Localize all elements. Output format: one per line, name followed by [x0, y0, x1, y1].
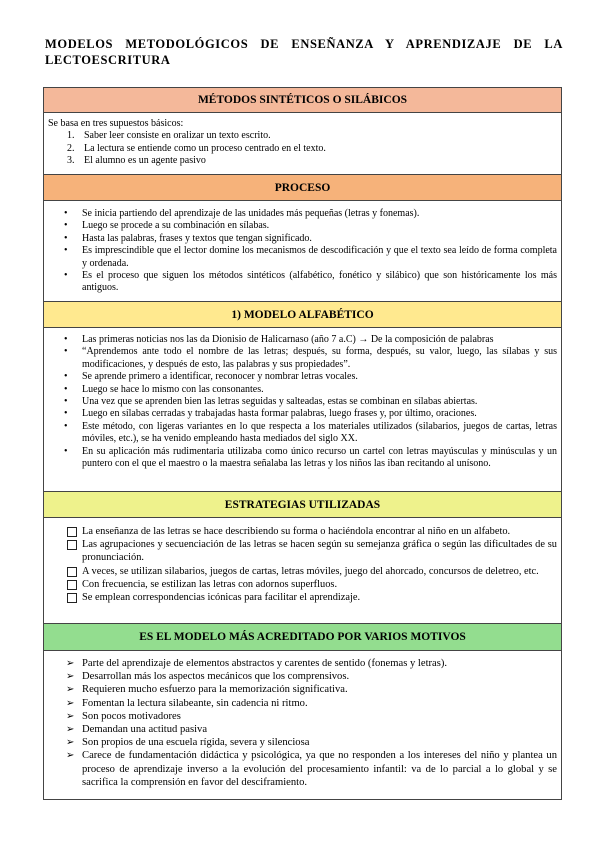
list-item: • Una vez que se aprenden bien las letras seguidas y salteadas, estas se combinan en sílabas abiertas.: [44, 396, 561, 408]
checkbox-icon: [67, 527, 77, 537]
section-heading-estrategias: ESTRATEGIAS UTILIZADAS: [224, 498, 381, 511]
section-header-alfabetico: [44, 301, 561, 328]
estrategias-list: [44, 525, 561, 604]
list-item: • Luego en sílabas cerradas y trabajadas hasta formar palabras, luego frases y, por último, oraciones.: [44, 408, 561, 420]
section-header-estrategias: [44, 491, 561, 518]
list-item: Con frecuencia, se estilizan las letras con adornos superfluos.: [44, 578, 561, 591]
list-item: A veces, se utilizan silabarios, juegos de cartas, letras móviles, juego del ahorcado, concursos de deletreo, etc.: [44, 565, 561, 578]
list-item: • Se aprende primero a identificar, reconocer y nombrar letras vocales.: [44, 371, 561, 383]
metodos-intro: Se basa en tres supuestos básicos:: [48, 118, 184, 129]
list-item: Se emplean correspondencias icónicas para facilitar el aprendizaje.: [44, 591, 561, 604]
list-item: ➢ Carece de fundamentación didáctica y psicológica, ya que no responden a los intereses del niño y plantea un proceso de aprendizaje inverso a la evolución del procesamiento infantil: va de lo parcial a lo global y se sacrifica la comprensión en favor del desciframiento.: [66, 750, 557, 788]
list-item: • En su aplicación más rudimentaria utilizaba como único recurso un cartel con letras mayúsculas y minúsculas y un puntero con el que el maestro o la maestra señalaba las letras y los niños las iban recitando al unísono.: [44, 446, 561, 471]
page-title: MODELOS METODOLÓGICOS DE ENSEÑANZA Y APRENDIZAJE DE LA LECTOESCRITURA: [45, 37, 563, 67]
list-item: ➢ Parte del aprendizaje de elementos abstractos y carentes de sentido (fonemas y letras).: [66, 658, 448, 669]
list-item: ➢ Son propios de una escuela rígida, severa y silenciosa: [66, 737, 310, 749]
arrowhead-icon: ➢: [66, 710, 75, 722]
section-header-metodos: [44, 88, 561, 113]
checkbox-icon: [67, 580, 77, 590]
section-heading-proceso: PROCESO: [274, 181, 331, 194]
list-item: • Es imprescindible que el lector domine los mecanismos de descodificación y que el texto sea leído de forma completa y ordenada.: [44, 245, 561, 270]
arrowhead-icon: ➢: [66, 684, 75, 696]
list-item: • Luego se procede a su combinación en sílabas.: [44, 220, 561, 232]
arrowhead-icon: ➢: [66, 750, 75, 762]
arrowhead-icon: ➢: [66, 658, 75, 669]
list-item: 3. El alumno es un agente pasivo: [67, 155, 206, 167]
list-item: ➢ Requieren mucho esfuerzo para la memorización significativa.: [66, 684, 348, 696]
arrowhead-icon: ➢: [66, 724, 75, 736]
proceso-list: [44, 208, 561, 295]
checkbox-icon: [67, 567, 77, 577]
list-item: ➢ Son pocos motivadores: [66, 710, 181, 722]
section-header-acreditado: [44, 623, 561, 651]
arrowhead-icon: ➢: [66, 697, 75, 709]
arrowhead-icon: ➢: [66, 671, 75, 683]
list-item: Las agrupaciones y secuenciación de las letras se hacen según su semejanza gráfica o según las dificultades de su pronunciación.: [44, 538, 561, 564]
section-body-acreditado: [44, 651, 561, 799]
section-heading-acreditado: ES EL MODELO MÁS ACREDITADO POR VARIOS MOTIVOS: [139, 631, 466, 643]
list-item: ➢ Fomentan la lectura silabeante, sin cadencia ni ritmo.: [66, 697, 308, 709]
section-header-proceso: [44, 174, 561, 201]
checkbox-icon: [67, 593, 77, 603]
methods-table: [43, 87, 562, 800]
list-item: La enseñanza de las letras se hace describiendo su forma o haciéndola encontrar al niño en un alfabeto.: [44, 525, 561, 538]
arrowhead-icon: ➢: [66, 737, 75, 749]
checkbox-icon: [67, 540, 77, 550]
section-heading-metodos: MÉTODOS SINTÉTICOS O SILÁBICOS: [197, 94, 408, 106]
list-item: 1. Saber leer consiste en oralizar un texto escrito.: [67, 130, 271, 142]
list-item: • Se inicia partiendo del aprendizaje de las unidades más pequeñas (letras y fonemas).: [44, 208, 561, 220]
list-item: • Las primeras noticias nos las da Dionisio de Halicarnaso (año 7 a.C) → De la composición de palabras: [44, 334, 561, 346]
section-body-metodos: [44, 113, 561, 174]
section-body-estrategias: [44, 518, 561, 623]
list-item: • Hasta las palabras, frases y textos que tengan significado.: [44, 233, 561, 245]
acreditado-list: [44, 657, 561, 789]
alfabetico-list: [44, 334, 561, 470]
section-body-alfabetico: [44, 328, 561, 491]
metodos-list: [44, 130, 561, 167]
list-item: 2. La lectura se entiende como un proceso centrado en el texto.: [67, 142, 326, 154]
list-item: • Luego se hace lo mismo con las consonantes.: [44, 384, 561, 396]
list-item: ➢ Demandan una actitud pasiva: [66, 724, 208, 736]
list-item: • Es el proceso que siguen los métodos sintéticos (alfabético, fonético y silábico) que son históricamente los más antiguos.: [44, 270, 561, 295]
list-item: ➢ Desarrollan más los aspectos mecánicos que los comprensivos.: [66, 671, 350, 683]
list-item: • “Aprendemos ante todo el nombre de las letras; después, su forma, después, su valor, luego, las sílabas y sus modificaciones, y después de esto, las palabras y sus propiedades”.: [44, 346, 561, 371]
section-heading-alfabetico: 1) MODELO ALFABÉTICO: [231, 308, 374, 321]
section-body-proceso: [44, 201, 561, 301]
list-item: • Este método, con ligeras variantes en lo que respecta a los materiales utilizados (silabarios, juegos de cartas, letras móviles, etc.), se ha venido empleando hasta mediados del siglo XX.: [44, 421, 561, 446]
